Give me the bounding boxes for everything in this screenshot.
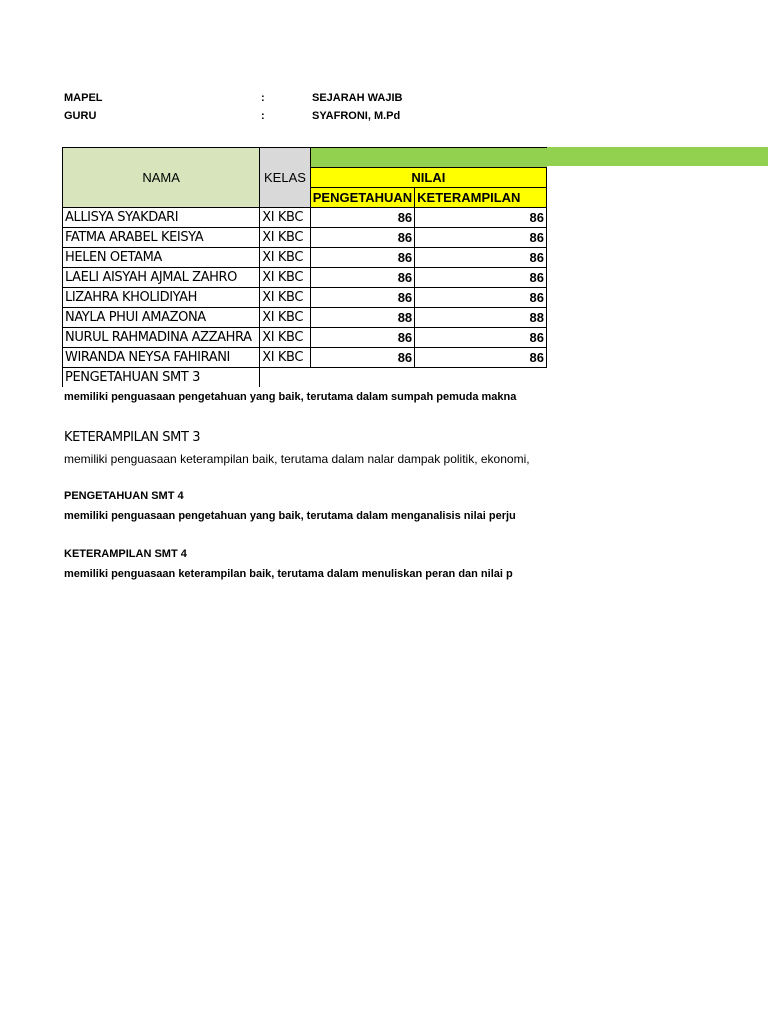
- cell-keterampilan: 86: [415, 228, 547, 248]
- header-kelas: KELAS: [260, 148, 311, 208]
- footer-pengetahuan-smt3: PENGETAHUAN SMT 3: [63, 368, 260, 388]
- header-row-top: [63, 148, 547, 168]
- cell-keterampilan: 86: [415, 208, 547, 228]
- cell-nama: WIRANDA NEYSA FAHIRANI: [63, 348, 260, 368]
- cell-keterampilan: 86: [415, 328, 547, 348]
- cell-pengetahuan: 86: [310, 228, 414, 248]
- footer-empty-cell: [260, 368, 311, 388]
- footer-empty-cell: [415, 368, 547, 388]
- cell-pengetahuan: 88: [310, 308, 414, 328]
- cell-nama: FATMA ARABEL KEISYA: [63, 228, 260, 248]
- header-keterampilan: KETERAMPILAN: [415, 188, 547, 208]
- header-nilai: NILAI: [310, 168, 546, 188]
- keterampilan-smt3-title: KETERAMPILAN SMT 3: [64, 430, 201, 445]
- cell-keterampilan: 88: [415, 308, 547, 328]
- cell-kelas: XI KBC: [260, 288, 311, 308]
- cell-kelas: XI KBC: [260, 328, 311, 348]
- cell-nama: ALLISYA SYAKDARI: [63, 208, 260, 228]
- cell-pengetahuan: 86: [310, 208, 414, 228]
- pengetahuan-smt4-desc: memiliki penguasaan pengetahuan yang baik, terutama dalam menganalisis nilai perju: [64, 510, 516, 522]
- mapel-separator: :: [261, 92, 265, 104]
- keterampilan-smt4-title: KETERAMPILAN SMT 4: [64, 548, 187, 560]
- table-row: [63, 228, 547, 248]
- table-row: [63, 208, 547, 228]
- table-row: [63, 308, 547, 328]
- footer-empty-cell: [310, 368, 414, 388]
- table-row: [63, 248, 547, 268]
- cell-nama: HELEN OETAMA: [63, 248, 260, 268]
- cell-nama: LAELI AISYAH AJMAL ZAHRO: [63, 268, 260, 288]
- cell-kelas: XI KBC: [260, 248, 311, 268]
- guru-label: GURU: [64, 110, 97, 122]
- keterampilan-smt4-desc: memiliki penguasaan keterampilan baik, terutama dalam menuliskan peran dan nilai p: [64, 568, 513, 580]
- pengetahuan-smt3-desc: memiliki penguasaan pengetahuan yang baik, terutama dalam sumpah pemuda makna: [64, 391, 517, 403]
- cell-kelas: XI KBC: [260, 348, 311, 368]
- cell-pengetahuan: 86: [310, 328, 414, 348]
- cell-pengetahuan: 86: [310, 248, 414, 268]
- cell-nama: NAYLA PHUI AMAZONA: [63, 308, 260, 328]
- mapel-label: MAPEL: [64, 92, 103, 104]
- cell-nama: NURUL RAHMADINA AZZAHRA: [63, 328, 260, 348]
- mapel-value: SEJARAH WAJIB: [312, 92, 403, 104]
- cell-keterampilan: 86: [415, 248, 547, 268]
- grade-table: [62, 147, 547, 387]
- guru-separator: :: [261, 110, 265, 122]
- cell-keterampilan: 86: [415, 288, 547, 308]
- cell-kelas: XI KBC: [260, 308, 311, 328]
- header-nama: NAMA: [63, 148, 260, 208]
- cell-nama: LIZAHRA KHOLIDIYAH: [63, 288, 260, 308]
- cell-kelas: XI KBC: [260, 228, 311, 248]
- cell-keterampilan: 86: [415, 348, 547, 368]
- cell-pengetahuan: 86: [310, 288, 414, 308]
- cell-pengetahuan: 86: [310, 268, 414, 288]
- table-row: [63, 268, 547, 288]
- guru-value: SYAFRONI, M.Pd: [312, 110, 401, 122]
- cell-kelas: XI KBC: [260, 208, 311, 228]
- cell-kelas: XI KBC: [260, 268, 311, 288]
- cell-keterampilan: 86: [415, 268, 547, 288]
- header-pengetahuan: PENGETAHUAN: [310, 188, 414, 208]
- pengetahuan-smt4-title: PENGETAHUAN SMT 4: [64, 490, 184, 502]
- keterampilan-smt3-desc: memiliki penguasaan keterampilan baik, terutama dalam nalar dampak politik, ekonomi,: [64, 452, 530, 466]
- cell-pengetahuan: 86: [310, 348, 414, 368]
- table-row: [63, 328, 547, 348]
- table-row: [63, 288, 547, 308]
- footer-row: [63, 368, 547, 388]
- header-green-cell: [310, 148, 546, 168]
- table-row: [63, 348, 547, 368]
